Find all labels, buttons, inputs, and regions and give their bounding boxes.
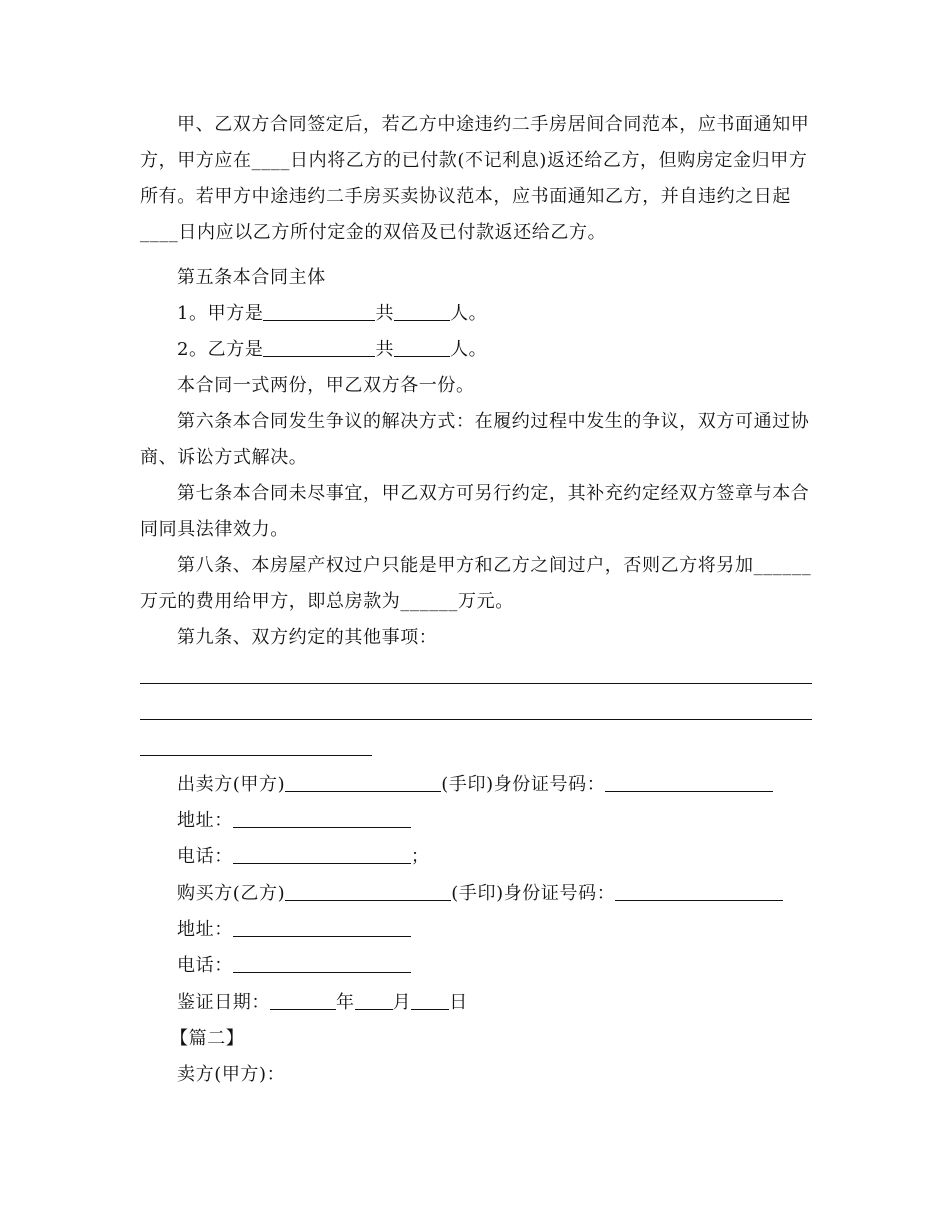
buyer-phone-label: 电话： (177, 955, 233, 976)
date-label: 鉴证日期： (177, 992, 270, 1013)
party-b-count-mid: 共 (375, 339, 395, 360)
other-matters-line-1[interactable] (140, 683, 812, 684)
buyer-name-blank[interactable] (285, 880, 451, 901)
copies-line: 本合同一式两份，甲乙双方各一份。 (177, 375, 475, 396)
certification-date-line (177, 985, 468, 1021)
party-b-line (177, 332, 487, 368)
day-label: 日 (449, 992, 468, 1013)
seller-id-label: 身份证号码： (493, 774, 606, 795)
party-b-count-blank[interactable] (394, 336, 450, 357)
month-blank[interactable] (355, 989, 393, 1010)
buyer-phone-blank[interactable] (233, 952, 411, 973)
section-2-seller-line: 卖方(甲方)： (177, 1064, 286, 1085)
other-matters-line-3[interactable] (140, 755, 372, 756)
seller-phone-label: 电话： (177, 846, 233, 867)
buyer-hand-seal: (手印) (451, 883, 504, 904)
party-a-count-blank[interactable] (394, 300, 450, 321)
month-label: 月 (392, 992, 412, 1013)
party-a-line (177, 296, 487, 332)
party-b-blank[interactable] (263, 336, 375, 357)
day-blank[interactable] (411, 989, 449, 1010)
article-6-paragraph: 第六条本合同发生争议的解决方式：在履约过程中发生的争议，双方可通过协商、诉讼方式解决。 (140, 411, 810, 468)
other-matters-line-2[interactable] (140, 719, 812, 720)
buyer-signature-line (177, 876, 783, 912)
seller-hand-seal: (手印) (441, 774, 494, 795)
seller-address-blank[interactable] (233, 807, 411, 828)
buyer-id-label: 身份证号码： (503, 883, 616, 904)
seller-label: 出卖方(甲方) (177, 774, 286, 795)
breach-paragraph: 甲、乙双方合同签定后，若乙方中途违约二手房居间合同范本，应书面通知甲方，甲方应在____日内将乙方的已付款(不记利息)返还给乙方，但购房定金归甲方所有。若甲方中途违约二手房买卖协议范本，应书面通知乙方，并自违约之日起____日内应以乙方所付定金的双倍及已付款返还给乙方。 (140, 114, 810, 243)
year-blank[interactable] (270, 989, 336, 1010)
party-a-blank[interactable] (263, 300, 375, 321)
buyer-address-line (177, 912, 411, 948)
seller-address-label: 地址： (177, 810, 233, 831)
seller-phone-blank[interactable] (233, 843, 411, 864)
article-9-title: 第九条、双方约定的其他事项： (177, 627, 438, 648)
party-a-count-suffix: 人。 (450, 303, 488, 324)
seller-address-line (177, 803, 411, 839)
buyer-label: 购买方(乙方) (177, 883, 286, 904)
article-5-title: 第五条本合同主体 (177, 267, 326, 288)
seller-phone-line (177, 839, 429, 875)
buyer-id-blank[interactable] (615, 880, 783, 901)
section-2-heading: 【篇二】 (170, 1028, 245, 1049)
article-8-paragraph: 第八条、本房屋产权过户只能是甲方和乙方之间过户，否则乙方将另加______万元的费用给甲方，即总房款为______万元。 (140, 555, 812, 612)
party-a-prefix: 1。甲方是 (177, 303, 264, 324)
buyer-address-blank[interactable] (233, 916, 411, 937)
seller-phone-semicolon: ； (410, 846, 430, 867)
buyer-address-label: 地址： (177, 919, 233, 940)
buyer-phone-line (177, 948, 411, 984)
article-7-paragraph: 第七条本合同未尽事宜，甲乙双方可另行约定，其补充约定经双方签章与本合同同具法律效力。 (140, 483, 810, 540)
seller-id-blank[interactable] (605, 771, 773, 792)
party-b-count-suffix: 人。 (450, 339, 488, 360)
year-label: 年 (336, 992, 355, 1013)
party-a-count-mid: 共 (375, 303, 395, 324)
party-b-prefix: 2。乙方是 (177, 339, 264, 360)
seller-signature-line (177, 767, 773, 803)
seller-name-blank[interactable] (285, 771, 441, 792)
